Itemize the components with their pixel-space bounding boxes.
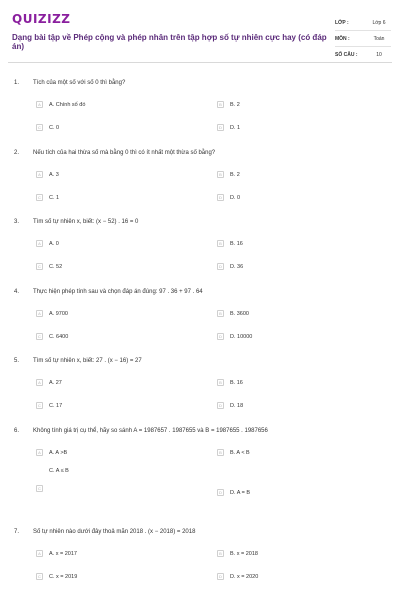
option-label: C. 6400 [49, 333, 69, 340]
option-a[interactable] [36, 100, 85, 109]
option-label: A. Chính số đó [49, 101, 86, 108]
option-label: B. x = 2018 [230, 550, 258, 557]
option-a[interactable] [36, 309, 68, 318]
meta-key: LỚP : [335, 19, 349, 26]
option-box: D [217, 489, 224, 496]
option-b[interactable] [217, 448, 250, 457]
question-7 [14, 529, 384, 584]
option-box: D [217, 124, 224, 131]
option-box: B [217, 550, 224, 557]
question-text: Tìm số tự nhiên x, biết: (x − 52) . 16 = 0 [33, 219, 139, 225]
option-label: D. 10000 [230, 333, 253, 340]
option-label: A. 3 [49, 171, 59, 178]
option-label: A. x = 2017 [49, 550, 77, 557]
meta-row-count [335, 47, 391, 63]
option-label: B. 2 [230, 171, 240, 178]
option-label: C. 0 [49, 124, 60, 131]
option-a[interactable] [36, 170, 59, 179]
option-label: C. 52 [49, 263, 63, 270]
option-c[interactable] [36, 123, 59, 132]
option-box: C [36, 573, 43, 580]
meta-row-grade [335, 15, 391, 31]
question-1 [14, 80, 384, 130]
option-box: A [36, 101, 43, 108]
option-label: B. 3600 [230, 310, 249, 317]
option-label: D. 18 [230, 402, 244, 409]
option-box: C [36, 485, 43, 492]
option-label: C. 17 [49, 402, 63, 409]
option-a[interactable] [36, 549, 77, 558]
option-label: A. 27 [49, 379, 62, 386]
option-c[interactable] [36, 572, 77, 581]
option-label: D. x = 2020 [230, 573, 259, 580]
option-label: A. 9700 [49, 310, 68, 317]
option-label: D. A = B [230, 489, 251, 496]
option-label: B. A < B [230, 449, 250, 456]
option-box: D [217, 573, 224, 580]
question-text: Nếu tích của hai thừa số mà bằng 0 thì có ít nhất một thừa số bằng? [33, 150, 216, 156]
question-6 [14, 428, 384, 498]
question-text: Không tính giá trị cụ thể, hãy so sánh A = 1987657 . 1987655 và B = 1987655 . 1987656 [33, 428, 268, 434]
option-box: A [36, 379, 43, 386]
option-box: C [36, 402, 43, 409]
worksheet-title: Dạng bài tập về Phép cộng và phép nhân trên tập hợp số tự nhiên cực hay (có đáp án) [12, 33, 327, 51]
question-text: Thực hiện phép tính sau và chọn đáp án đúng: 97 . 36 + 97 . 64 [33, 289, 203, 295]
option-a[interactable] [36, 378, 62, 387]
meta-row-subject [335, 31, 391, 47]
option-box: A [36, 240, 43, 247]
option-b[interactable] [217, 100, 240, 109]
option-box: A [36, 171, 43, 178]
option-label: D. 0 [230, 194, 241, 201]
option-d[interactable] [217, 123, 240, 132]
question-number: 5. [14, 358, 20, 364]
option-label: B. 16 [230, 240, 243, 247]
option-b[interactable] [217, 309, 249, 318]
option-box: C [36, 124, 43, 131]
option-box: C [36, 194, 43, 201]
question-number: 2. [14, 150, 20, 156]
option-box: B [217, 449, 224, 456]
option-label: B. 2 [230, 101, 240, 108]
option-c[interactable] [36, 401, 62, 410]
question-number: 4. [14, 289, 20, 295]
option-box: B [217, 240, 224, 247]
option-a[interactable] [36, 239, 59, 248]
meta-key: SỐ CÂU : [335, 51, 358, 58]
question-4 [14, 289, 384, 339]
question-3 [14, 219, 384, 269]
quizizz-logo: QUIZIZZ [12, 12, 71, 26]
option-label: C. 1 [49, 194, 60, 201]
option-c[interactable] [36, 262, 62, 271]
option-c[interactable] [36, 193, 59, 202]
meta-value: Lớp 6 [372, 19, 386, 26]
question-text: Tìm số tự nhiên x, biết: 27 . (x − 16) = 27 [33, 358, 142, 364]
option-box: A [36, 310, 43, 317]
option-d[interactable] [217, 401, 243, 410]
question-number: 6. [14, 428, 20, 434]
option-b[interactable] [217, 378, 243, 387]
option-box: A [36, 449, 43, 456]
option-c[interactable] [36, 484, 49, 493]
option-a[interactable] [36, 448, 67, 457]
question-text: Tích của một số với số 0 thì bằng? [33, 80, 126, 86]
option-d[interactable] [217, 332, 252, 341]
option-box: B [217, 101, 224, 108]
option-box: B [217, 379, 224, 386]
option-d[interactable] [217, 572, 258, 581]
option-label: D. 36 [230, 263, 244, 270]
option-d[interactable] [217, 262, 243, 271]
option-c[interactable] [36, 332, 68, 341]
option-b[interactable] [217, 170, 240, 179]
meta-panel [335, 15, 391, 63]
option-d[interactable] [217, 488, 250, 497]
option-box: D [217, 402, 224, 409]
option-box: D [217, 263, 224, 270]
option-label: C. x = 2019 [49, 573, 78, 580]
meta-value: 10 [376, 51, 382, 58]
meta-key: MÔN : [335, 35, 350, 42]
option-box: D [217, 333, 224, 340]
option-b[interactable] [217, 239, 243, 248]
option-label: A. 0 [49, 240, 59, 247]
question-2 [14, 150, 384, 200]
question-text: Số tự nhiên nào dưới đây thoả mãn 2018 . (x − 2018) = 2018 [33, 529, 196, 535]
option-box: A [36, 550, 43, 557]
option-d[interactable] [217, 193, 240, 202]
option-label: A. A >B [49, 449, 68, 456]
question-5 [14, 358, 384, 408]
question-number: 1. [14, 80, 20, 86]
option-box: D [217, 194, 224, 201]
meta-value: Toán [373, 35, 385, 42]
option-label: B. 16 [230, 379, 243, 386]
option-label: D. 1 [230, 124, 241, 131]
option-box: C [36, 333, 43, 340]
option-label: C. A ≤ B [49, 467, 69, 474]
option-box: B [217, 171, 224, 178]
option-c-text-line [49, 466, 69, 475]
option-box: B [217, 310, 224, 317]
option-box: C [36, 263, 43, 270]
question-number: 7. [14, 529, 20, 535]
question-number: 3. [14, 219, 20, 225]
header-divider [8, 62, 392, 63]
option-b[interactable] [217, 549, 258, 558]
